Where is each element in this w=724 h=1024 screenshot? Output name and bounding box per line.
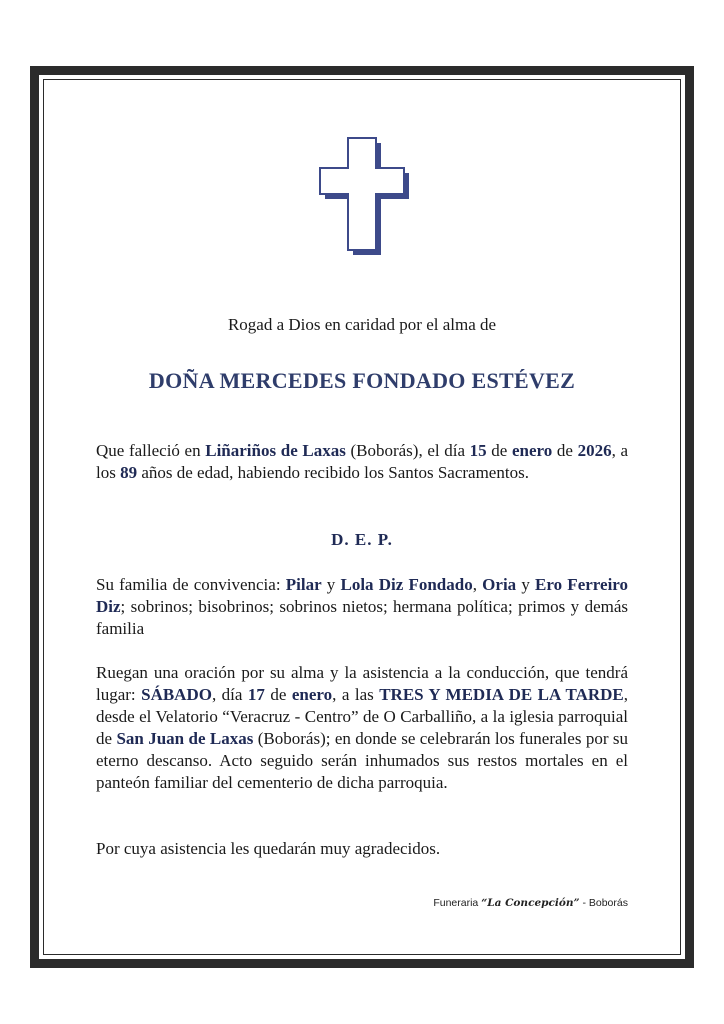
closing-line: Por cuya asistencia les quedarán muy agradecidos.: [96, 839, 441, 858]
family-paragraph: Su familia de convivencia: Pilar y Lola Diz Fondado, Oria y Ero Ferreiro Diz; sobrinos; bisobrinos; sobrinos nietos; hermana política; primos y demás familia: [96, 575, 629, 638]
intro-line: Rogad a Dios en caridad por el alma de: [227, 315, 497, 334]
dep-line: D. E. P.: [331, 530, 393, 549]
funeral-home-name: “La Concepción”: [481, 897, 580, 909]
funeral-paragraph: Ruegan una oración por su alma y la asistencia a la conducción, que tendrá lugar: SÁBADO, día 17 de enero, a las TRES Y MEDIA DE LA TARDE, desde el Velatorio “Veracruz - Centro” de O Carballiño, a la iglesia parroquial de San Juan de Laxas (Boborás); en donde se celebrarán los funerales por su eterno descanso. Acto seguido serán inhumados sus restos mortales en el panteón familiar del cementerio de dicha parroquia.: [96, 663, 628, 792]
funeral-home-credit: Funeraria “La Concepción” - Boborás: [433, 897, 628, 909]
latin-cross-icon: [312, 132, 412, 256]
deceased-name: DOÑA MERCEDES FONDADO ESTÉVEZ: [148, 368, 576, 393]
death-paragraph: Que falleció en Liñariños de Laxas (Boborás), el día 15 de enero de 2026, a los 89 años de edad, habiendo recibido los Santos Sacramentos.: [96, 441, 629, 482]
